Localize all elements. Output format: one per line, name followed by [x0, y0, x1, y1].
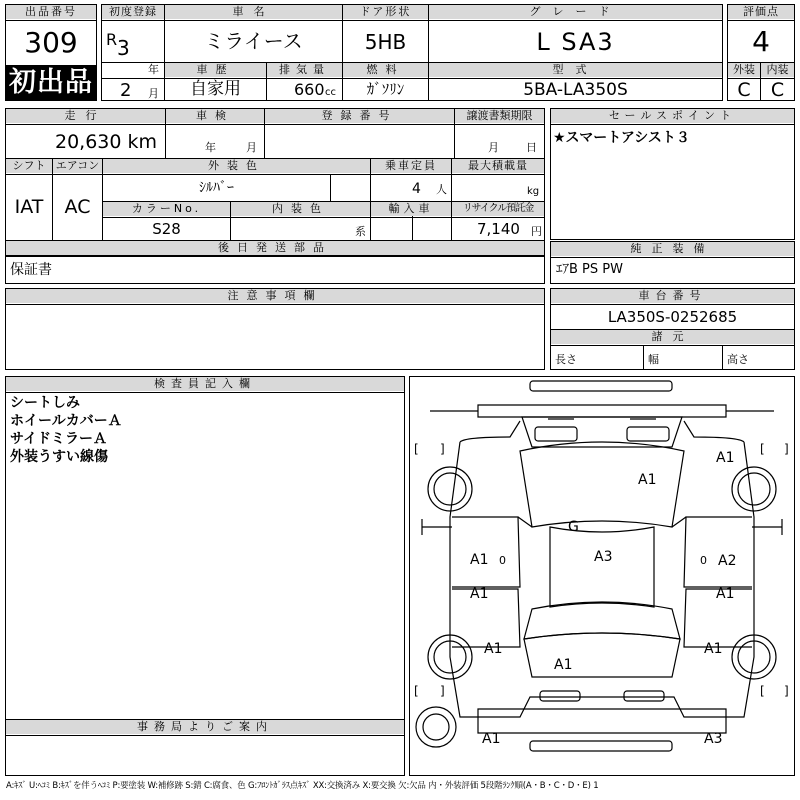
displacement-value: 660 [294, 80, 325, 99]
damage-mark: A1 [554, 657, 573, 673]
chassis-label: 車台番号 [551, 289, 794, 303]
grade-value: L SA3 [536, 28, 615, 56]
later-parts-label: 後日発送部品 [6, 241, 544, 255]
first-reg-label: 初度登録 [102, 5, 164, 19]
door-label: ドア形状 [343, 5, 428, 19]
inspector-label: 検査員記入欄 [6, 377, 404, 391]
bracket-6: ] [440, 684, 445, 698]
lot-label: 出品番号 [6, 5, 96, 19]
capacity-value: 4 [412, 181, 421, 197]
bracket-8: ] [784, 684, 789, 698]
inspector-line-4: 外装うすい線傷 [10, 449, 108, 465]
registration-label: 登録番号 [265, 109, 454, 123]
capacity-label: 乗車定員 [371, 159, 451, 173]
car-name-label: 車名 [165, 5, 342, 19]
bracket-1: [ [414, 442, 419, 456]
sales-points-value: ★スマートアシスト３ [553, 130, 690, 146]
damage-mark: A1 [638, 472, 657, 488]
exterior-grade: C [737, 79, 751, 101]
mileage-label: 走行 [6, 109, 165, 123]
inspection-year-unit: 年 [205, 141, 216, 154]
color-no-value: S28 [152, 220, 181, 238]
bracket-2: ] [440, 442, 445, 456]
model-label: 型式 [429, 63, 722, 77]
year-unit: 年 [148, 63, 159, 76]
damage-mark: A1 [482, 731, 501, 747]
equipment-value: ｴｱB PS PW [556, 262, 623, 277]
width-label: 幅 [648, 353, 659, 366]
damage-mark: A1 [716, 586, 735, 602]
later-parts-box [5, 256, 545, 284]
damage-mark: A1 [716, 450, 735, 466]
damage-mark: A1 [470, 552, 489, 568]
dimensions-label: 諸元 [551, 330, 794, 344]
damage-mark: A2 [718, 553, 737, 569]
ext-color-value: ｼﾙﾊﾞｰ [199, 180, 234, 196]
notes-label: 注意事項欄 [6, 289, 544, 303]
aircon-label: エアコン [53, 159, 102, 173]
office-label: 事務局よりご案内 [6, 720, 404, 734]
model-value: 5BA-LA350S [523, 80, 628, 100]
first-reg-year: 3 [117, 36, 130, 60]
ext-color-label: 外装色 [103, 159, 370, 173]
recycle-unit: 円 [531, 225, 542, 238]
bracket-4: ] [784, 442, 789, 456]
legend-footer: A:ｷｽﾞ U:ﾍｺﾐ B:ｷｽﾞを伴うﾍｺﾐ P:要塗装 W:補修跡 S:錆 C:腐食、色 G:ﾌﾛﾝﾄｶﾞﾗｽ点ｷｽﾞ XX:交換済み X:要交換 欠:欠品 内・外装評価 5段階ﾗﾝｸ順(A・B・C・D・E) 1 [6, 781, 599, 791]
damage-mark: A1 [484, 641, 503, 657]
shift-value: IAT [14, 196, 44, 218]
interior-grade: C [770, 79, 785, 101]
bracket-3: [ [760, 442, 765, 456]
zero-mark: 0 [499, 554, 506, 567]
aircon-value: AC [64, 196, 91, 218]
first-reg-month: 2 [120, 80, 132, 101]
displacement-label: 排気量 [267, 63, 342, 77]
sales-points-label: セールスポイント [551, 109, 794, 123]
fuel-label: 燃料 [343, 63, 428, 77]
sales-points-box [550, 108, 795, 240]
length-label: 長さ [555, 353, 577, 366]
max-load-unit: kg [527, 186, 540, 197]
car-diagram [409, 376, 795, 776]
inspector-line-1: シートしみ [10, 395, 80, 411]
door-type: 5HB [364, 30, 407, 54]
damage-mark: A3 [594, 549, 613, 565]
damage-mark: G [568, 519, 579, 535]
history-label: 車歴 [165, 63, 266, 77]
car-outline [410, 377, 794, 775]
inspector-line-2: ホイールカバーＡ [10, 413, 122, 429]
exterior-label: 外装 [728, 63, 760, 77]
zero-mark: 0 [700, 554, 707, 567]
recycle-label: リサイクル預託金 [452, 202, 544, 216]
color-no-label: カラーNo. [103, 202, 230, 216]
damage-mark: A1 [704, 641, 723, 657]
inspector-line-3: サイドミラーＡ [10, 431, 108, 447]
int-color-label: 内装色 [231, 202, 370, 216]
fuel-value: ｶﾞｿﾘﾝ [366, 80, 405, 98]
height-label: 高さ [727, 353, 749, 366]
grade-label: グレード [429, 5, 722, 19]
capacity-unit: 人 [436, 183, 447, 196]
inspection-label: 車検 [166, 109, 264, 123]
later-parts-value: 保証書 [10, 262, 52, 278]
history-value: 自家用 [190, 79, 241, 99]
equipment-label: 純正装備 [551, 242, 794, 256]
score-label: 評価点 [728, 5, 794, 19]
bracket-7: [ [760, 684, 765, 698]
damage-mark: A1 [470, 586, 489, 602]
transfer-month-unit: 月 [488, 141, 499, 154]
damage-mark: A3 [704, 731, 723, 747]
mileage-value: 20,630 km [55, 131, 158, 153]
lot-number: 309 [24, 26, 78, 59]
recycle-value: 7,140 [477, 220, 520, 238]
shift-label: シフト [6, 159, 52, 173]
chassis-value: LA350S-0252685 [607, 308, 738, 326]
first-reg-era: R [106, 30, 118, 49]
transfer-day-unit: 日 [526, 141, 537, 154]
import-label: 輸入車 [371, 202, 451, 216]
transfer-label: 譲渡書類期限 [455, 109, 544, 123]
car-name: ミライース [204, 29, 303, 53]
displacement-unit: cc [325, 87, 336, 98]
inspection-month-unit: 月 [246, 141, 257, 154]
bracket-5: [ [414, 684, 419, 698]
month-unit: 月 [148, 87, 159, 100]
max-load-label: 最大積載量 [452, 159, 544, 173]
first-listing-badge: 初出品 [6, 65, 96, 100]
interior-label: 内装 [761, 63, 794, 77]
score-value: 4 [752, 25, 770, 58]
int-color-unit: 系 [355, 225, 366, 238]
